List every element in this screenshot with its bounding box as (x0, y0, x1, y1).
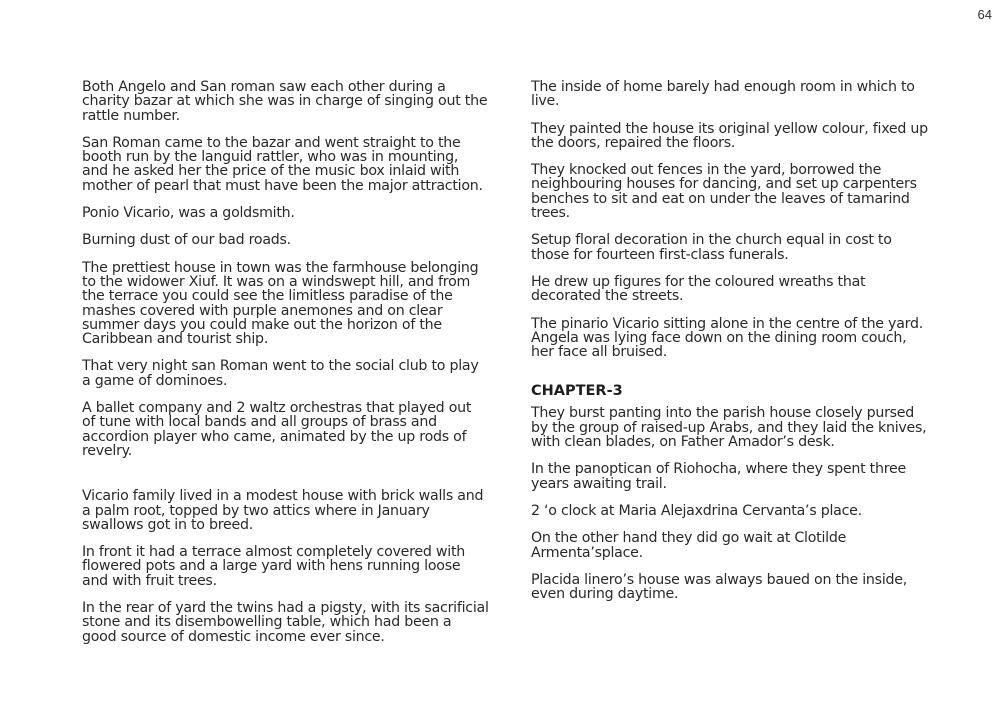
paragraph (82, 601, 502, 644)
text-line: trees. (531, 205, 570, 222)
paragraph (531, 406, 951, 449)
text-line: The pinario Vicario sitting alone in the centre of the yard. (531, 315, 923, 332)
text-line: The prettiest house in town was the farmhouse belonging (82, 259, 479, 276)
text-line: Both Angelo and San roman saw each other during a (82, 79, 446, 95)
text-line: even during daytime. (531, 586, 679, 603)
text-line: In front it had a terrace almost completely covered with (82, 544, 465, 561)
text-line: a game of dominoes. (82, 372, 228, 389)
text-line: with clean blades, on Father Amador’s desk. (531, 434, 835, 451)
page-number: 64 (977, 7, 992, 22)
text-line: live. (531, 93, 560, 110)
text-line: benches to sit and eat on under the leaves of tamarind (531, 190, 910, 207)
paragraph (531, 122, 951, 151)
text-line: the terrace you could see the limitless paradise of the (82, 288, 453, 305)
text-line: In the rear of yard the twins had a pigsty, with its sacrificial (82, 600, 489, 617)
paragraph (531, 531, 951, 560)
text-line: and he asked her the price of the music box inlaid with (82, 163, 460, 180)
text-line: swallows got in to breed. (82, 516, 253, 533)
text-line: He drew up figures for the coloured wreaths that (531, 273, 866, 290)
text-line: The inside of home barely had enough room in which to (531, 79, 915, 95)
text-line: flowered pots and a large yard with hens running loose (82, 558, 461, 575)
text-line: Caribbean and tourist ship. (82, 331, 269, 348)
text-line: San Roman came to the bazar and went straight to the (82, 134, 461, 151)
paragraph (531, 163, 951, 220)
paragraph (82, 489, 502, 532)
text-line: In the panoptican of Riohocha, where they spent three (531, 461, 906, 478)
text-line: years awaiting trail. (531, 475, 667, 492)
text-line: good source of domestic income ever since. (82, 628, 385, 645)
text-line: to the widower Xiuf. It was on a windswept hill, and from (82, 273, 471, 290)
text-line: and with fruit trees. (82, 572, 217, 589)
text-line: her face all bruised. (531, 344, 668, 361)
text-line: Vicario family lived in a modest house with brick walls and (82, 488, 484, 505)
text-line: summer days you could make out the horizon of the (82, 316, 442, 333)
text-line: That very night san Roman went to the social club to play (82, 358, 479, 375)
paragraph (531, 80, 951, 109)
left-column (82, 80, 502, 657)
chapter-heading: CHAPTER-3 (531, 383, 623, 400)
text-line: They knocked out fences in the yard, borrowed the (531, 162, 882, 179)
paragraph (82, 401, 502, 458)
paragraph (82, 136, 502, 193)
text-line: mother of pearl that must have been the major attraction. (82, 177, 483, 194)
text-line: rattle number. (82, 107, 180, 124)
paragraph (531, 462, 951, 491)
text-line: They burst panting into the parish house closely pursed (531, 405, 915, 422)
text-line: charity bazar at which she was in charge of singing out the (82, 93, 488, 110)
text-line: Angela was lying face down on the dining room couch, (531, 329, 907, 346)
text-line: the doors, repaired the floors. (531, 134, 736, 151)
text-line: revelry. (82, 442, 133, 459)
text-line: Armenta’splace. (531, 544, 643, 561)
paragraph (82, 261, 502, 347)
text-line: of tune with local bands and all groups of brass and (82, 414, 437, 431)
text-line: by the group of raised-up Arabs, and they laid the knives, (531, 419, 927, 436)
text-line: those for fourteen first-class funerals. (531, 246, 789, 263)
text-line: Setup floral decoration in the church equal in cost to (531, 232, 892, 249)
text-line: A ballet company and 2 waltz orchestras that played out (82, 400, 472, 417)
text-line: a palm root, topped by two attics where in January (82, 502, 430, 519)
paragraph (531, 317, 951, 360)
text-line: mashes covered with purple anemones and on clear (82, 302, 443, 319)
right-column (531, 80, 951, 614)
text-line: Placida linero’s house was always baued on the inside, (531, 571, 908, 588)
text-line: They painted the house its original yellow colour, fixed up (531, 120, 928, 137)
paragraph (531, 573, 951, 602)
paragraph (531, 504, 951, 518)
paragraph (82, 359, 502, 388)
paragraph (82, 80, 502, 123)
text-line: decorated the streets. (531, 288, 684, 305)
text-line: Ponio Vicario, was a goldsmith. (82, 205, 295, 222)
paragraph (82, 545, 502, 588)
paragraph (531, 275, 951, 304)
text-line: neighbouring houses for dancing, and set up carpenters (531, 176, 917, 193)
text-line: On the other hand they did go wait at Clotilde (531, 530, 847, 547)
paragraph (82, 206, 502, 220)
paragraph (531, 233, 951, 262)
paragraph (82, 233, 502, 247)
text-line: accordion player who came, animated by the up rods of (82, 428, 467, 445)
text-line: Burning dust of our bad roads. (82, 232, 291, 249)
text-line: booth run by the languid rattler, who was in mounting, (82, 149, 459, 166)
text-line: 2 ‘o clock at Maria Alejaxdrina Cervanta’s place. (531, 502, 862, 519)
text-line: stone and its disembowelling table, which had been a (82, 614, 452, 631)
